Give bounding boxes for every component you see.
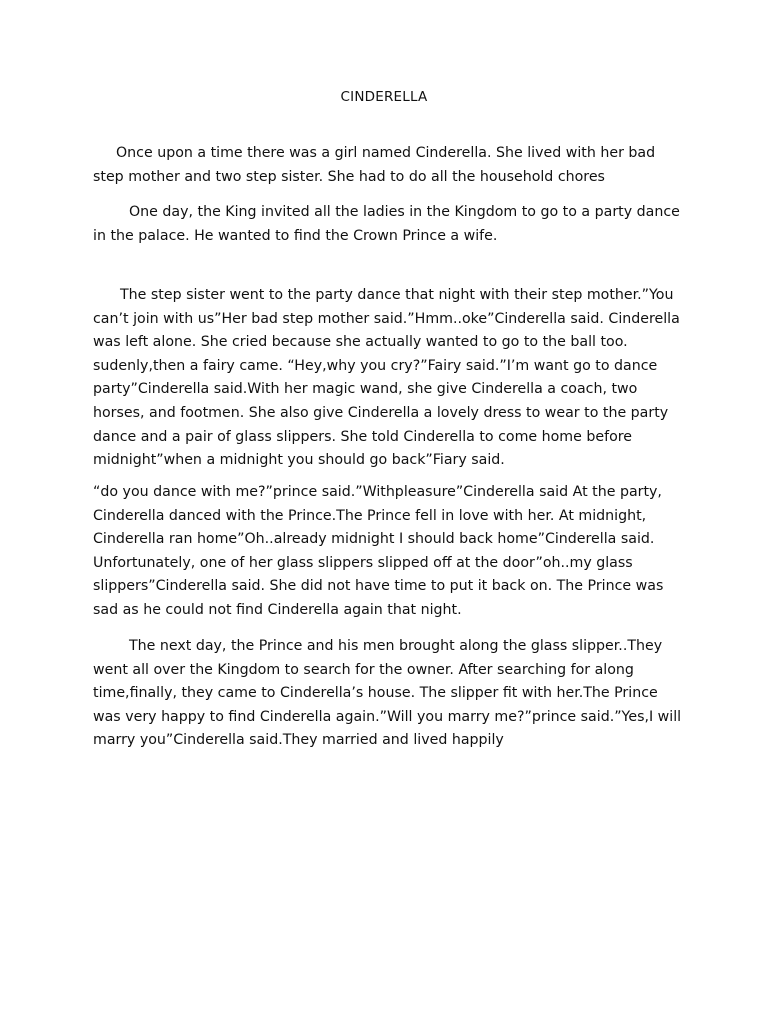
paragraph-1: Once upon a time there was a girl named Cinderella. She lived with her bad step mother and two step sister. She had to do all the household chores: [93, 145, 656, 185]
paragraph-4: “do you dance with me?”prince said.”Withpleasure”Cinderella said At the party, Cinderella danced with the Prince.The Prince fell in love with her. At midnight, Cinderella ran home”Oh..already midnight I should back home”Cinderella said. Unfortunately, one of her glass slippers slipped off at the door”oh..my glass slippers”Cinderella said. She did not have time to put it back on. The Prince was sad as he could not find Cinderella again that night.: [93, 484, 664, 618]
paragraph-2: One day, the King invited all the ladies in the Kingdom to go to a party dance in the palace. He wanted to find the Crown Prince a wife.: [93, 204, 680, 244]
document-title: CINDERELLA: [340, 89, 428, 105]
paragraph-3: The step sister went to the party dance that night with their step mother.”You can’t join with us”Her bad step mother said.”Hmm..oke”Cinderella said. Cinderella was left alone. She cried because she actually wanted to go to the ball too. sudenly,then a fairy came. “Hey,why you cry?”Fairy said.”I’m want go to dance party”Cinderella said.With her magic wand, she give Cinderella a coach, two horses, and footmen. She also give Cinderella a lovely dress to wear to the party dance and a pair of glass slippers. She told Cinderella to come home before midnight”when a midnight you should go back”Fiary said.: [93, 287, 680, 469]
paragraph-5: The next day, the Prince and his men brought along the glass slipper..They went all over the Kingdom to search for the owner. After searching for along time,finally, they came to Cinderella’s house. The slipper fit with her.The Prince was very happy to find Cinderella again.”Will you marry me?”prince said.”Yes,I will marry you”Cinderella said.They married and lived happily: [93, 638, 682, 749]
